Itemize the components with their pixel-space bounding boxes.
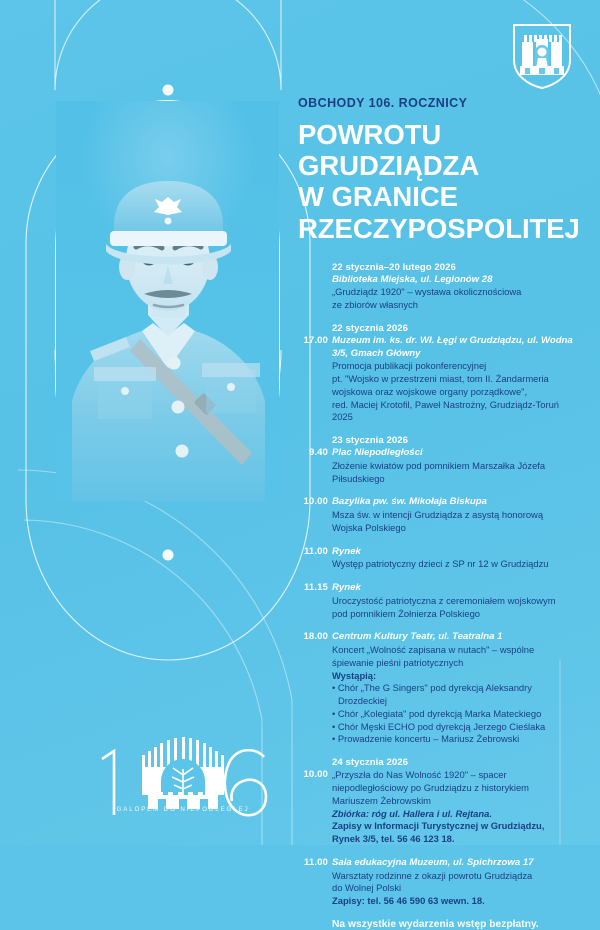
entry-line: • Chór Męski ECHO pod dyrekcją Jerzego Cieślaka bbox=[332, 720, 546, 732]
schedule-group-date: 22 stycznia 2026 bbox=[332, 323, 408, 335]
portrait-frame bbox=[55, 100, 280, 500]
entry-line: Wystąpią: bbox=[332, 669, 377, 681]
entry-body bbox=[328, 857, 586, 908]
entry-line: „Przyszła do Nas Wolność 1920" – spacer bbox=[332, 769, 507, 781]
entry-description bbox=[332, 509, 586, 535]
entry-body bbox=[328, 496, 586, 534]
headline-line: GRUDZIĄDZA bbox=[298, 150, 480, 182]
entry-line: Koncert „Wolność zapisana w nutach" – wspólne bbox=[332, 644, 535, 655]
entry-venue: Muzeum im. ks. dr. Wł. Łęgi w Grudziądzu, ul. Wodna 3/5, Gmach Główny bbox=[332, 335, 573, 359]
entry-description bbox=[332, 558, 586, 571]
schedule-entry bbox=[298, 496, 586, 534]
entry-venue: Rynek bbox=[332, 545, 361, 557]
page-title bbox=[298, 119, 586, 244]
entry-line: Zapisy w Informacji Turystycznej w Grudziądzu, bbox=[332, 820, 545, 832]
entry-line: red. Maciej Krotofil, Paweł Nastrożny, Grudziądz-Toruń bbox=[332, 398, 559, 410]
entry-body bbox=[328, 335, 586, 424]
entry-line: pt. "Wojsko w przestrzeni miast, tom II. Żandarmeria bbox=[332, 373, 549, 385]
schedule-group bbox=[298, 757, 586, 908]
entry-line: Zbiórka: róg ul. Hallera i ul. Rejtana. bbox=[332, 807, 492, 819]
schedule-entry bbox=[298, 857, 586, 908]
entry-line: do Wolnej Polski bbox=[332, 882, 402, 894]
entry-body bbox=[328, 582, 586, 620]
eyebrow-text: OBCHODY 106. ROCZNICY bbox=[298, 96, 468, 110]
entry-line: Uroczystość patriotyczna z ceremoniałem wojskowym bbox=[332, 594, 556, 606]
content-column bbox=[298, 96, 586, 930]
entry-body bbox=[328, 631, 586, 746]
officer-portrait bbox=[55, 100, 280, 500]
entry-line: Zapisy: tel. 56 46 590 63 wewn. 18. bbox=[332, 895, 485, 907]
entry-line: wojskowa oraz wojskowe organy porządkowe", bbox=[332, 385, 528, 397]
entry-line: Piłsudskiego bbox=[332, 472, 385, 484]
entry-line: • Prowadzenie koncertu – Mariusz Żebrowski bbox=[332, 733, 520, 745]
entry-line: niepodległościowy po Grudziądzu z historykiem bbox=[332, 782, 529, 794]
entry-time: 11.00 bbox=[304, 545, 328, 557]
schedule-entry bbox=[298, 631, 586, 746]
entry-body bbox=[328, 546, 586, 571]
headline-line: W GRANICE bbox=[298, 181, 458, 213]
entry-description bbox=[332, 595, 586, 621]
schedule-entry bbox=[298, 335, 586, 424]
entry-description bbox=[332, 360, 586, 424]
entry-line: Wojska Polskiego bbox=[332, 521, 406, 533]
entry-line: „Grudziądz 1920" – wystawa okolicznościowa bbox=[332, 286, 522, 298]
entry-time: 9.40 bbox=[308, 447, 328, 459]
entry-time: 17.00 bbox=[303, 335, 328, 347]
entry-description bbox=[332, 460, 586, 486]
entry-venue: Bazylika pw. św. Mikołaja Biskupa bbox=[332, 496, 487, 508]
entry-venue: Rynek bbox=[332, 582, 361, 594]
entry-line: Mariuszem Żebrowskim bbox=[332, 794, 431, 806]
entry-line: 2025 bbox=[332, 411, 353, 423]
entry-line: Występ patriotyczny dzieci z SP nr 12 w Grudziądzu bbox=[332, 558, 549, 570]
entry-body bbox=[328, 447, 586, 485]
entry-venue: Centrum Kultury Teatr, ul. Teatralna 1 bbox=[332, 631, 503, 643]
entry-line: śpiewanie pieśni patriotycznych bbox=[332, 656, 464, 668]
grudziadz-coat-of-arms-icon bbox=[511, 22, 573, 90]
entry-line: ze zbiorów własnych bbox=[332, 299, 418, 311]
schedule-group-date: 24 stycznia 2026 bbox=[332, 757, 408, 769]
schedule-group bbox=[298, 323, 586, 424]
entry-time: 10.00 bbox=[303, 496, 328, 508]
entry-description bbox=[332, 769, 586, 846]
headline-line: POWROTU bbox=[298, 119, 442, 150]
headline-line: RZECZYPOSPOLITEJ bbox=[298, 212, 580, 244]
entry-line: pod pomnikiem Żołnierza Polskiego bbox=[332, 607, 480, 619]
entry-description bbox=[332, 644, 586, 746]
entry-body bbox=[328, 769, 586, 846]
schedule-list bbox=[298, 262, 586, 908]
entry-body bbox=[328, 274, 586, 312]
entry-line: • Chór „Kolegiata" pod dyrekcją Marka Mateckiego bbox=[332, 707, 542, 719]
entry-line: Msza św. w intencji Grudziądza z asystą honorową bbox=[332, 509, 544, 521]
entry-line: Rynek 3/5, tel. 56 46 123 18. bbox=[332, 833, 455, 845]
schedule-entry bbox=[298, 274, 586, 312]
entry-line: Złożenie kwiatów pod pomnikiem Marszałka Józefa bbox=[332, 459, 546, 471]
schedule-entry bbox=[298, 769, 586, 846]
entry-line: • Chór „The G Singers" pod dyrekcją Aleksandry bbox=[332, 682, 532, 694]
schedule-group-date: 23 stycznia 2026 bbox=[332, 435, 408, 447]
portrait-illustration bbox=[56, 101, 281, 501]
anniversary-tagline: GALOPEM DO NIEPODLEGŁEJ bbox=[116, 806, 250, 813]
closing-note: Na wszystkie wydarzenia wstęp bezpłatny. bbox=[332, 918, 539, 930]
schedule-group-date: 22 stycznia–20 lutego 2026 bbox=[332, 261, 456, 273]
entry-venue: Plac Niepodległości bbox=[332, 447, 423, 459]
entry-description bbox=[332, 286, 586, 312]
schedule-entry bbox=[298, 447, 586, 485]
entry-line: Warsztaty rodzinne z okazji powrotu Grudziądza bbox=[332, 869, 533, 881]
schedule-group bbox=[298, 262, 586, 312]
entry-line: Promocja publikacji pokonferencyjnej bbox=[332, 360, 487, 372]
entry-time: 18.00 bbox=[303, 631, 328, 643]
entry-time: 11.15 bbox=[304, 582, 328, 594]
schedule-entry bbox=[298, 582, 586, 620]
entry-line: Drozdeckiej bbox=[338, 695, 387, 707]
entry-time: 11.00 bbox=[304, 856, 328, 868]
entry-time: 10.00 bbox=[303, 769, 328, 781]
entry-venue: Biblioteka Miejska, ul. Legionów 28 bbox=[332, 273, 493, 285]
schedule-entry bbox=[298, 546, 586, 571]
anniversary-106-logo bbox=[88, 737, 278, 827]
entry-description bbox=[332, 870, 586, 908]
schedule-group bbox=[298, 435, 586, 746]
entry-venue: Sala edukacyjna Muzeum, ul. Spichrzowa 17 bbox=[332, 856, 534, 868]
